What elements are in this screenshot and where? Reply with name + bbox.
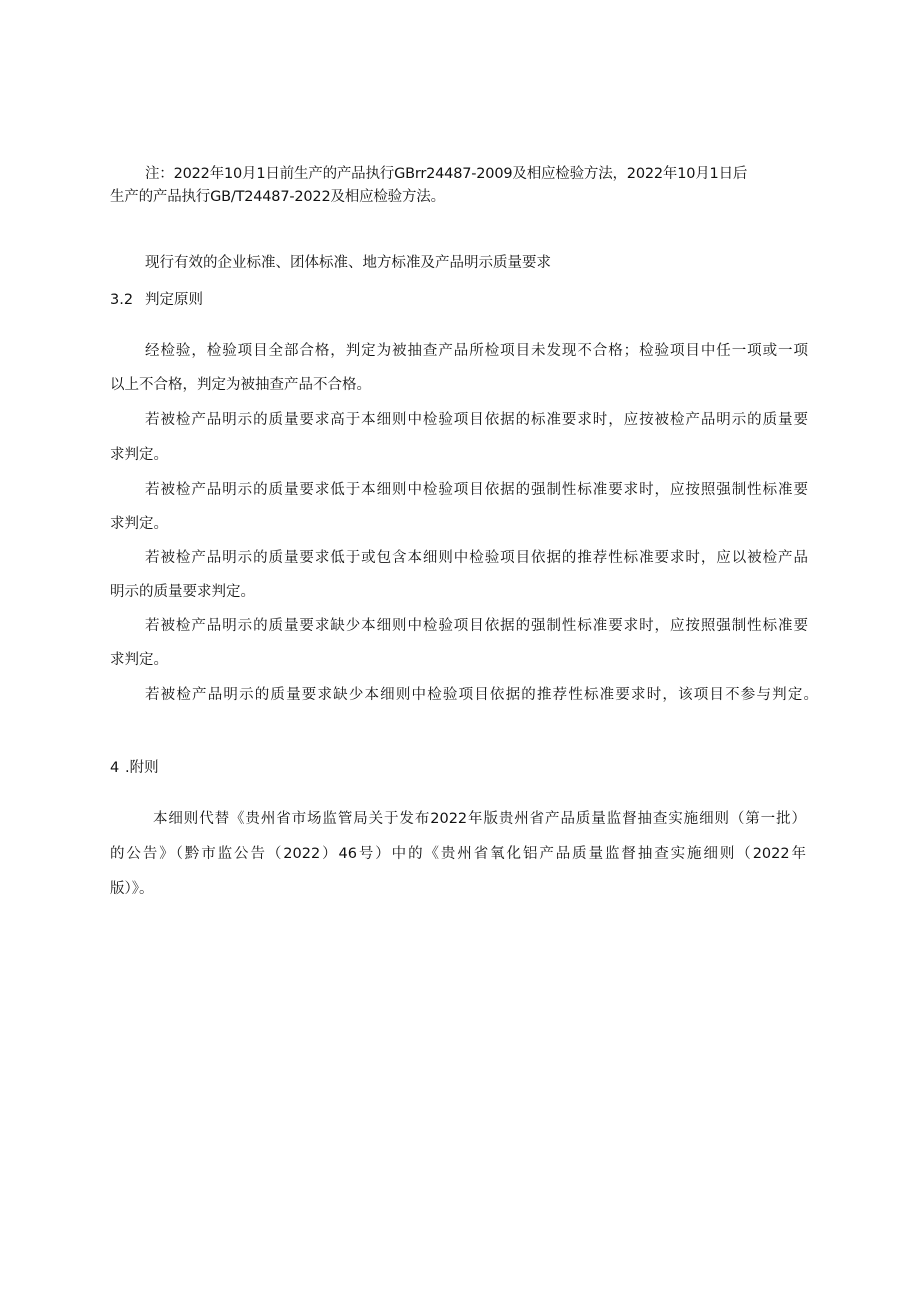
paragraph-6-line-1: 若被检产品明示的质量要求缺少本细则中检验项目依据的推荐性标准要求时，该项目不参与判定。 xyxy=(145,687,818,703)
paragraph-3-line-1: 若被检产品明示的质量要求低于本细则中检验项目依据的强制性标准要求时，应按照强制性标准要 xyxy=(145,482,808,498)
section-3-2-number: 3.2 xyxy=(110,292,134,308)
section-4-title: .附则 xyxy=(125,760,159,776)
paragraph-5-line-1: 若被检产品明示的质量要求缺少本细则中检验项目依据的强制性标准要求时，应按照强制性标准要 xyxy=(145,618,808,634)
paragraph-2-line-1: 若被检产品明示的质量要求高于本细则中检验项目依据的标准要求时，应按被检产品明示的质量要 xyxy=(145,412,808,428)
paragraph-4-line-1: 若被检产品明示的质量要求低于或包含本细则中检验项目依据的推荐性标准要求时，应以被检产品 xyxy=(145,550,808,566)
appendix-line-2: 的公告》（黔市监公告（2022）46号）中的《贵州省氧化铝产品质量监督抽查实施细则（2022年 xyxy=(110,846,806,862)
appendix-line-3: 版）》。 xyxy=(110,881,154,897)
paragraph-3-line-2: 求判定。 xyxy=(110,516,168,532)
paragraph-2-line-2: 求判定。 xyxy=(110,447,168,463)
section-4-number: 4 xyxy=(110,760,120,776)
paragraph-5-line-2: 求判定。 xyxy=(110,652,168,668)
note-line-2: 生产的产品执行GB/T24487-2022及相应检验方法。 xyxy=(110,189,445,205)
paragraph-4-line-2: 明示的质量要求判定。 xyxy=(110,584,255,600)
paragraph-1-line-2: 以上不合格，判定为被抽查产品不合格。 xyxy=(110,377,371,393)
appendix-line-1: 本细则代替《贵州省市场监管局关于发布2022年版贵州省产品质量监督抽查实施细则（第一批） xyxy=(153,811,806,827)
paragraph-1-line-1: 经检验，检验项目全部合格，判定为被抽查产品所检项目未发现不合格；检验项目中任一项或一项 xyxy=(145,343,808,359)
standards-line: 现行有效的企业标准、团体标准、地方标准及产品明示质量要求 xyxy=(145,255,551,271)
note-line-1: 注：2022年10月1日前生产的产品执行GBrr24487-2009及相应检验方法，2022年10月1日后 xyxy=(145,166,748,182)
section-3-2-title: 判定原则 xyxy=(145,292,203,308)
